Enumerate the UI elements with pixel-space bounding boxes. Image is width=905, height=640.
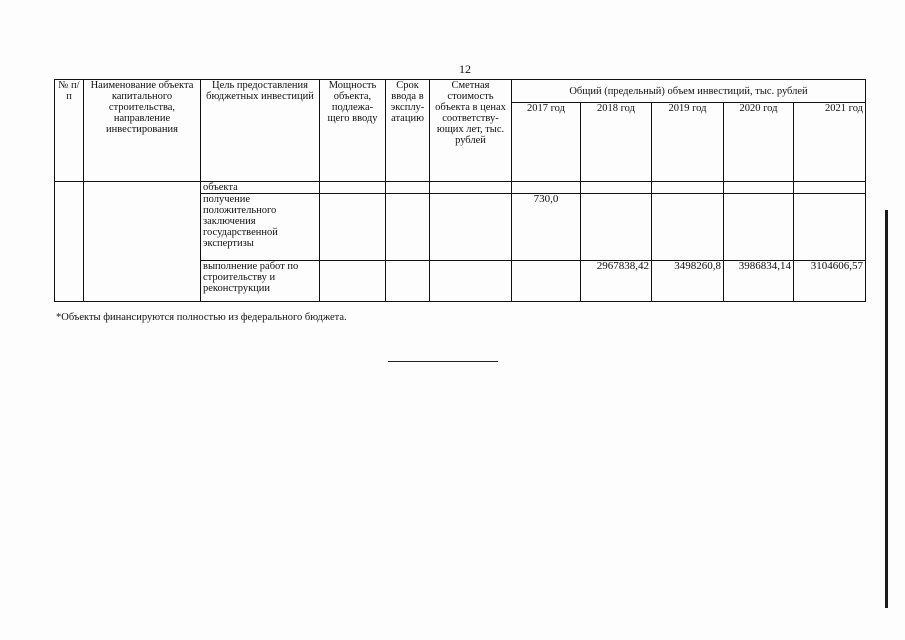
cell-value [512,261,581,302]
cell-value: 3986834,14 [724,261,794,302]
cell-goal: выполнение работ по строительству и реконструкции [201,261,320,302]
cell-value [652,182,724,194]
header-estimated-cost: Сметная стоимость объекта в ценах соответству-ющих лет, тыс. рублей [430,80,512,182]
header-year: 2017 год [512,103,581,182]
cell-term [386,182,430,194]
cell-value [581,182,652,194]
cell-capacity [320,182,386,194]
table-row [55,182,866,194]
header-investment-goal: Цель предоставления бюджетных инвестиций [201,80,320,182]
cell-value [794,194,866,261]
cell-term [386,261,430,302]
header-year: 2018 год [581,103,652,182]
cell-capacity [320,261,386,302]
cell-estimate [430,261,512,302]
cell-value [794,182,866,194]
footnote: *Объекты финансируются полностью из федерального бюджета. [56,312,347,323]
header-year: 2020 год [724,103,794,182]
header-commissioning-term: Срок ввода в эксплу-атацию [386,80,430,182]
divider-line [388,361,498,362]
cell-estimate [430,194,512,261]
cell-value [724,182,794,194]
header-num: № п/п [55,80,84,182]
cell-value: 3498260,8 [652,261,724,302]
header-year: 2019 год [652,103,724,182]
header-row-1 [55,80,866,103]
investment-table [54,79,866,302]
cell-value: 3104606,57 [794,261,866,302]
cell-value: 2967838,42 [581,261,652,302]
cell-value: 730,0 [512,194,581,261]
cell-value [512,182,581,194]
header-object-name: Наименование объекта капитального строительства, направление инвестирования [84,80,201,182]
cell-value [724,194,794,261]
cell-num [55,182,84,302]
cell-object-name [84,182,201,302]
header-total-investment: Общий (предельный) объем инвестиций, тыс. рублей [512,80,866,103]
cell-capacity [320,194,386,261]
header-year: 2021 год [794,103,866,182]
cell-term [386,194,430,261]
cell-value [652,194,724,261]
cell-goal: объекта [201,182,320,194]
cell-estimate [430,182,512,194]
page-number: 12 [459,62,471,76]
cell-value [581,194,652,261]
cell-goal: получение положительного заключения государственной экспертизы [201,194,320,261]
header-capacity: Мощность объекта, подлежа-щего вводу [320,80,386,182]
scan-edge-shadow [885,210,888,608]
